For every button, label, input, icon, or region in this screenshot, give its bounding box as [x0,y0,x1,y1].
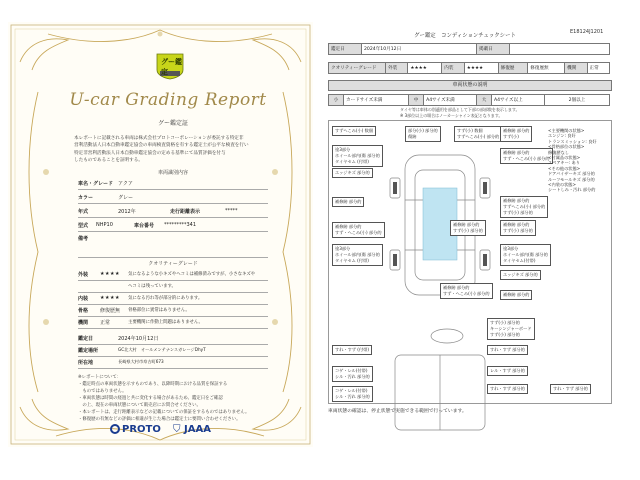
vehicle-remarks-row [78,233,268,258]
damage-box: エッジキズ 部分的 [500,270,541,280]
vehicle-color-value: グレー [118,194,134,201]
intro-line: 特定非営利活動法人日本自動車鑑定協会の定める基準にて品質評価を付与 [74,150,226,156]
quality-stars: 正常 [100,319,111,326]
quality-label: 骨格 [78,307,89,314]
grade-label: 外装 [386,63,408,74]
sheet-date-label: 鑑定日 [329,44,362,55]
report-title: U-car Grading Report [69,90,267,110]
jaaa-logo-icon: ⛉ [173,424,181,435]
note-line: ・車両状態は時間の経過と共に変化する場合があるため、鑑定日をご確認 [78,396,223,401]
quality-row-engine [78,316,268,329]
legend-value: A4サイズ以上 [492,95,545,106]
grading-certificate [8,22,313,447]
vehicle-color-label: カラー [78,194,94,201]
damage-box: 補修跡 部分的 すず(小) [500,126,532,142]
document-id: E18124J1201 [570,29,604,35]
notes-line: <骨格部位の状態> [548,144,585,150]
quality-stars: ★★★★ [100,295,120,301]
damage-box: すれ・すず 部分的 [550,384,591,394]
condition-notes [548,128,610,193]
sheet-footer-note: 車両状態の確認は、停止状態で実施できる範囲で行っています。 [328,409,467,414]
sheet-grade-table [328,62,610,74]
sheet-pubdate-value [510,44,610,55]
damage-box: 塗3部分 ホイール部内(傷 部分的 タイヤセム(付帯) [500,244,551,266]
certificate-subtitle: グー鑑定証 [157,120,188,127]
damage-box: 補修跡 部分的 すず(小) 部分的 [450,220,486,236]
vehicle-year-label: 年式 [78,208,89,215]
vehicle-year-value: 2012年 [118,208,136,215]
damage-box: 補修跡 部分的 すず・へこみ(小) 部分的 [332,222,385,238]
proto-logo: PROTO [122,424,161,435]
damage-box: すずへこみ(小) 数個 [332,126,376,136]
proto-logo-icon [110,424,120,434]
jaaa-logo: JAAA [184,424,211,435]
notes-line: エンジン: 良好 [548,133,576,139]
chassis-value: *********341 [164,222,197,228]
quality-label: 内装 [78,295,89,302]
sheet-date-table [328,43,610,55]
damage-box: すず(小) 数個 すずへこみ(小) 部分的 [454,126,502,142]
legend-label: 大 [477,95,492,106]
notes-line: 修復歴なし [548,149,569,155]
damage-box: レル・すず 部分的 [487,366,528,376]
vehicle-model-value: NHP10 [96,222,113,228]
chassis-label: 車台番号 [134,222,155,229]
damage-box: コゲ・レル(付帯) シル・汚れ 部分的 [332,386,373,402]
vehicle-color-row [78,191,268,204]
sheet-pubdate-label: 掲載日 [477,44,510,55]
vehicle-name-value: アクア [118,180,133,187]
badge-text: グー鑑定 [161,58,182,76]
inspection-date-label: 鑑定日 [78,335,94,342]
size-legend-table [328,94,610,106]
quality-section-title: クオリティーグレード [148,261,198,267]
legend-note: ※ 3部位以上の場合はノーカーシャイン表記となります。 [400,113,503,118]
notes-line: <付属品の状態> [548,155,581,161]
vehicle-name-row [78,177,268,190]
damage-box: 塗3部分 ホイール部内(傷 部分的 タイヤセム (付帯) [332,244,383,266]
vehicle-year-row [78,205,268,218]
notes-line: <内装の状態> [548,182,576,188]
quality-text: ヘコミは残っています。 [128,284,176,289]
damage-box: 補修跡 部分的 すず・へこみ(小) 部分的 [500,148,553,164]
mileage-label: 走行距離表示 [170,208,201,215]
notes-line: <その他の状態> [548,165,581,171]
notes-line: シートしみ・汚れ 部分的 [548,187,596,193]
goo-badge-logo [154,52,186,80]
note-line: ・本レポートは、走行距離表示などの記載についての保証をするものではありません。 [78,410,250,415]
inspection-place-label: 鑑定場所 [78,347,99,354]
damage-box: すず(小) 部分的 キーシンジャーボード すず(小) 部分的 [487,318,535,340]
damage-box: すれ・すず (付帯) [332,345,372,355]
intro-line: 本レポートに記載される車両は株式会社プロトコーポレーションが委託する特定非 [74,136,244,141]
quality-label: 機関 [78,319,89,326]
report-notes [78,374,268,423]
grade-label: 修復歴 [498,63,528,74]
vehicle-name-label: 車名・グレード [78,180,114,187]
mileage-value: ***** [225,208,238,214]
legend-right: 2個以上 [545,95,610,106]
legend-note: タイヤ等は車体の別適用を部品として下部の部部数を表示します。 [400,107,520,112]
damage-box: 部分(小) 部分的 傷跡 [405,126,441,142]
damage-box: 補修跡 部分的 すず・へこみ(小) 部分的 [440,283,493,299]
quality-label: 外装 [78,271,89,278]
note-line: ものではありません。 [78,389,127,394]
inspection-place-value: GC北大村 オールメンテナンスガレージDhyT [118,347,206,352]
damage-box: すれ・すず 部分的 [487,384,528,394]
intro-line: したものであることを証明する。 [74,158,143,164]
notes-line: <主要機関の状態> [548,128,585,133]
damage-box: 補修跡 部分的 すずへこみ(小) 部分的 すず(小) 部分的 [500,196,548,218]
grade-value: 正常 [587,63,609,74]
vehicle-model-label: 型式 [78,222,89,229]
quality-text: 気になる汚れ等が部分的にあります。 [128,296,203,301]
legend-value: カードサイズ未満 [344,95,409,106]
inspection-date-value: 2024年10月12日 [118,335,159,342]
quality-text: 気になるような小キズやヘコミは補修済みですが、小さなキズや [128,272,256,277]
damage-box: 塗3部分 ホイール部内(傷 部分的 タイヤセム (付帯) [332,145,383,167]
note-line: ・鑑定時点の車両状態を示すものであり、以降時期における品質を保証する [78,382,228,387]
quality-text: 主要機関に作動上問題はありません。 [128,320,203,325]
intro-text [74,135,274,165]
damage-section-title: 車両状態の説明 [328,80,612,91]
notes-line: トランスミッション: 良好 [548,138,597,144]
grade-value: ★★★★ [464,63,498,74]
grade-label: 内装 [442,63,464,74]
damage-box: コゲ・レル(付帯) シル・汚れ 部分的 [332,366,373,382]
damage-box: 補修跡 部分的 すず(小) 部分的 [500,220,536,236]
legend-label: 小 [329,95,344,106]
vehicle-model-row [78,219,268,232]
note-line: の上、現在の車両状態について販売店にお問合せください。 [78,403,201,408]
damage-box: 補修跡 部分的 [332,197,364,207]
notes-line: ドアバイザーキズ 部分的 [548,171,595,177]
damage-box: すれ・すず 部分的 [487,345,528,355]
notes-line: ルーフモールキズ 部分的 [548,176,595,182]
note-line: ※レポートについて： [78,375,122,380]
note-line: ・修復歴の有無などの評価に相違が生じた場合は鑑定士に要問い合わせください。 [78,417,241,422]
grade-label: 機関 [565,63,587,74]
damage-box: エッジキズ 部分的 [332,168,373,178]
vehicle-section-title: 車両識別内容 [157,170,188,176]
grade-value: 修復歴無 [528,63,565,74]
quality-stars: 修復歴無 [100,307,121,314]
sheet-date-value: 2024年10月12日 [362,44,477,55]
remarks-label: 備考 [78,236,89,242]
legend-label: 中 [409,95,424,106]
legend-value: A4サイズ未満 [424,95,477,106]
quality-stars: ★★★★ [100,271,120,277]
inspection-location-row [78,356,268,369]
damage-box: 補修跡 部分的 [500,290,532,300]
inspection-location-value: 長崎県大村市寿古町673 [118,359,164,364]
inspection-location-label: 所在地 [78,359,94,366]
notes-line: スペアキー: あり [548,160,580,166]
quality-text: 骨格部位に異常はありません。 [128,308,190,313]
sheet-title: グー鑑定 コンディションチェックシート [414,33,516,39]
intro-line: 営利活動法人日本自動車鑑定協会の車両検査資格を有する鑑定士が公平な検査を行い [74,143,249,149]
grade-header: クオリティーグレード [329,63,386,74]
grade-value: ★★★★ [408,63,442,74]
